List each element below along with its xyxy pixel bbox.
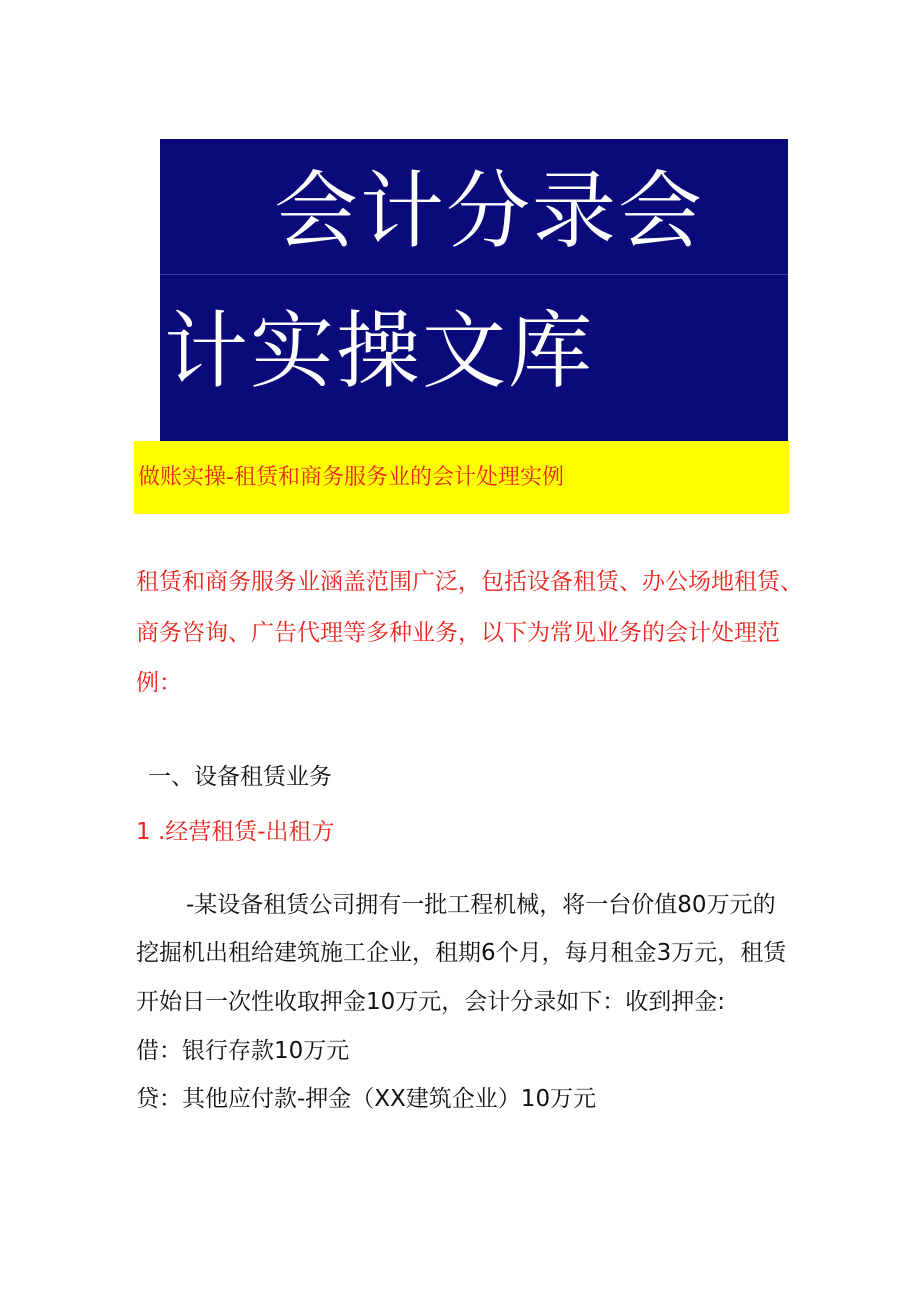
subtitle-text: 做账实操-租赁和商务服务业的会计处理实例: [138, 465, 564, 490]
banner-title-line-2: 计实操文库: [164, 302, 595, 400]
section-subheading: 1 .经营租赁-出租方: [136, 819, 335, 845]
paragraph-line-2: 挖掘机出租给建筑施工企业，租期6个月，每月租金3万元，租赁: [136, 940, 787, 966]
intro-line-1: 租赁和商务服务业涵盖范围广泛，包括设备租赁、办公场地租赁、: [136, 569, 803, 595]
banner-title-line-1: 会计分录会: [274, 162, 705, 260]
banner-divider: [160, 274, 788, 275]
debit-entry: 借：银行存款10万元: [136, 1038, 350, 1064]
subtitle-bar: [134, 441, 789, 514]
title-banner: [160, 139, 788, 441]
section-heading: 一、设备租赁业务: [148, 764, 332, 790]
intro-line-2: 商务咨询、广告代理等多种业务，以下为常见业务的会计处理范: [136, 620, 780, 646]
paragraph-line-3: 开始日一次性收取押金10万元，会计分录如下：收到押金:: [136, 989, 726, 1015]
intro-line-3: 例：: [136, 670, 182, 696]
credit-entry: 贷：其他应付款-押金（XX建筑企业）10万元: [136, 1086, 597, 1112]
paragraph-line-1: -某设备租赁公司拥有一批工程机械，将一台价值80万元的: [186, 892, 776, 918]
